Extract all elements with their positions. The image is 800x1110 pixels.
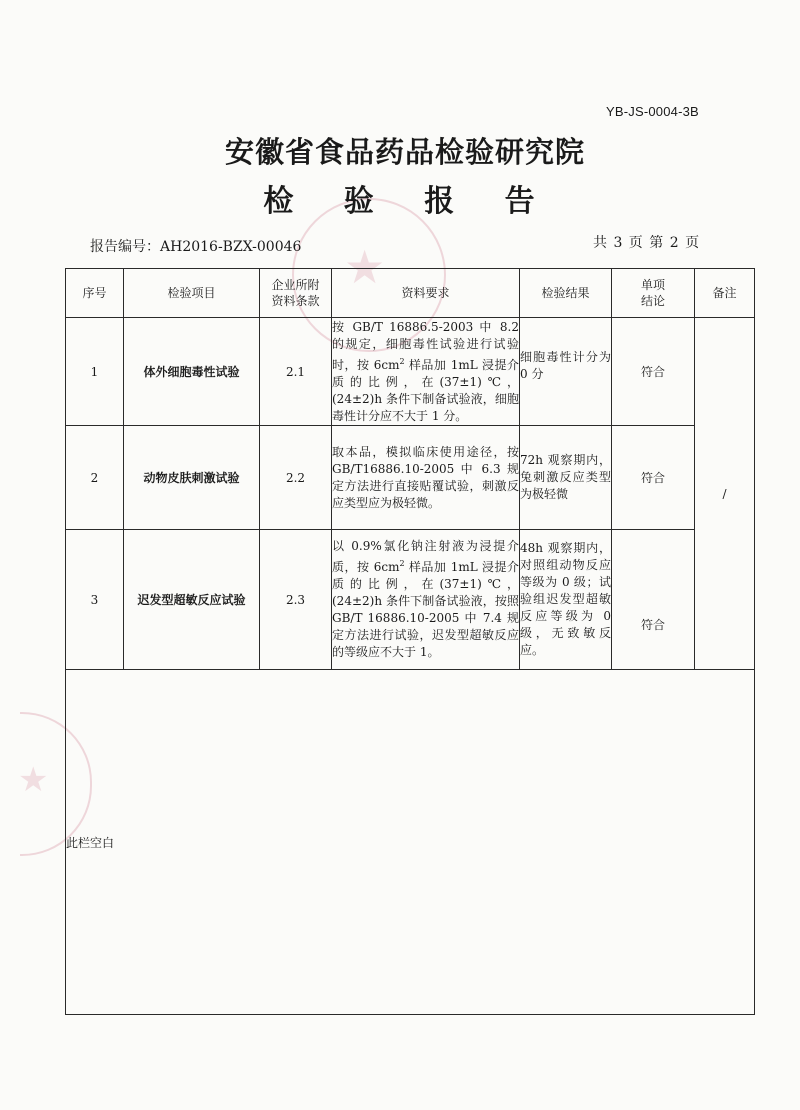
row-seq: 3: [66, 530, 124, 670]
row-item: 动物皮肤刺激试验: [124, 426, 260, 530]
remark-cell: /: [695, 318, 755, 670]
seal-star-icon: ★: [344, 240, 386, 294]
header-seq: 序号: [66, 269, 124, 318]
row-conclusion: 符合: [612, 426, 695, 530]
institute-title: 安徽省食品药品检验研究院: [224, 135, 585, 169]
table-row: [66, 318, 755, 426]
row-seq: 1: [66, 318, 124, 426]
report-number: 报告编号：AH2016-BZX-00046: [90, 239, 302, 255]
header-requirement: 资料要求: [332, 269, 520, 318]
row-item: 迟发型超敏反应试验: [124, 530, 260, 670]
table-row: [66, 426, 755, 530]
row-requirement: 按 GB/T 16886.5-2003 中 8.2 的规定，细胞毒性试验进行试验时，按 $6cm^2$ 样品加 1mL 浸提介质的比例，在(37±1)℃，(24±2)h 条件下制备试验液，细胞毒性计分应不大于 1 分。: [332, 318, 520, 426]
header-remark: 备注: [695, 269, 755, 318]
header-result: 检验结果: [520, 269, 612, 318]
blank-note: 此栏空白: [66, 670, 755, 1015]
table-row: [66, 530, 755, 670]
inspection-table: [65, 268, 755, 1015]
edge-seal-star-icon: ★: [18, 760, 49, 800]
page-info: 共 3 页 第 2 页: [593, 235, 701, 251]
row-conclusion: 符合: [612, 318, 695, 426]
row-result: 72h 观察期内，兔刺激反应类型为极轻微: [520, 426, 612, 530]
row-conclusion: 符合: [612, 530, 695, 670]
row-requirement: 取本品，模拟临床使用途径，按 GB/T16886.10-2005 中 6.3 规定方法进行直接贴覆试验，刺激反应类型应为极轻微。: [332, 426, 520, 530]
row-result: 48h 观察期内，对照组动物反应等级为 0 级；试验组迟发型超敏反应等级为 0 级，无致敏反应。: [520, 530, 612, 670]
document-code: YB-JS-0004-3B: [606, 104, 699, 119]
row-clause: 2.1: [260, 318, 332, 426]
header-conclusion: 单项 结论: [612, 269, 695, 318]
row-clause: 2.2: [260, 426, 332, 530]
header-clause: 企业所附 资料条款: [260, 269, 332, 318]
row-result: 细胞毒性计分为 0 分: [520, 318, 612, 426]
table-header-row: [66, 269, 755, 318]
blank-row: [66, 670, 755, 1015]
header-item: 检验项目: [124, 269, 260, 318]
row-requirement: 以 0.9%氯化钠注射液为浸提介质，按 $6cm^2$ 样品加 1mL 浸提介质的比例，在(37±1)℃，(24±2)h 条件下制备试验液，按照 GB/T 16886.10-2005 中 7.4 规定方法进行试验，迟发型超敏反应的等级应不大于 1。: [332, 530, 520, 670]
row-seq: 2: [66, 426, 124, 530]
report-title: 检 验 报 告: [263, 184, 555, 219]
row-item: 体外细胞毒性试验: [124, 318, 260, 426]
row-clause: 2.3: [260, 530, 332, 670]
